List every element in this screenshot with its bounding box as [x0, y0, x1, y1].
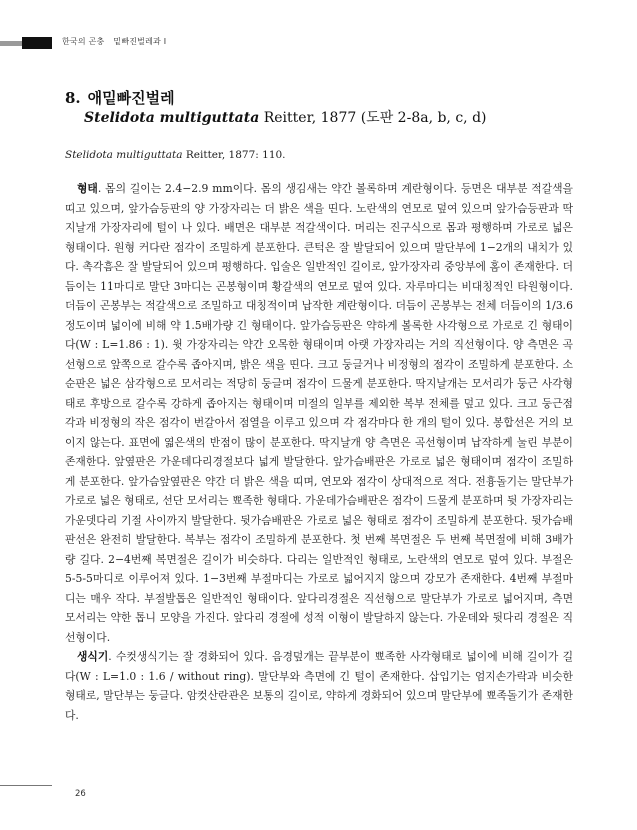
header-book-title: 한국의 곤충 — [62, 37, 105, 46]
citation-name: Stelidota multiguttata — [65, 149, 183, 161]
species-number: 8. — [65, 89, 81, 107]
morphology-paragraph — [65, 179, 573, 647]
footer-rule — [0, 785, 52, 786]
species-author-year: Reitter, 1877 — [259, 110, 357, 126]
morphology-heading: 형태 — [77, 182, 98, 195]
genitalia-heading: 생식기 — [77, 650, 109, 663]
synonym-citation — [65, 149, 286, 161]
morphology-text: . 몸의 길이는 2.4−2.9 mm이다. 몸의 생김새는 약간 볼록하며 계란형이다. 등면은 대부분 적갈색을 띠고 있으며, 앞가슴등판의 양 가장자리는 더 밝은 색을 띤다. 노란색의 연모로 덮여 있으며 앞가슴등판과 딱지날개 가장자리에 털이 나 있다. 배면은 대부분 적갈색이다. 머리는 진구식으로 몸과 평행하며 가로로 넓은 형태이다. 원형 커다란 점각이 조밀하게 분포한다. 큰턱은 잘 발달되어 있으며 말단부에 1−2개의 내치가 있다. 촉각흠은 잘 발달되어 있으며 평행하다. 입술은 일반적인 길이로, 앞가장자리 중앙부에 홈이 존재한다. 더듬이는 11마디로 말단 3마디는 곤봉형이며 황갈색의 연모로 덮여 있다. 자루마디는 비대칭적인 타원형이다. 더듬이 곤봉부는 적갈색으로 조밀하고 대칭적이며 납작한 계란형이다. 더듬이 곤봉부는 전체 더듬이의 1/3.6 정도이며 넓이에 비해 약 1.5배가량 긴 형태이다. 앞가슴등판은 약하게 볼록한 사각형으로 가로로 긴 형태이다(W : L=1.86 : 1). 윗 가장자리는 약간 오목한 형태이며 아랫 가장자리는 거의 직선형이다. 양 측면은 곡선형으로 앞쪽으로 갈수록 좁아지며, 밝은 색을 띤다. 크고 둥글거나 비정형의 점각이 조밀하게 분포한다. 소순판은 넓은 삼각형으로 모서리는 적당히 둥글며 점각이 드물게 분포한다. 딱지날개는 모서리가 둥근 사각형태로 후방으로 갈수록 강하게 좁아지는 형태이며 미절의 일부를 제외한 복부 전체를 덮고 있다. 크고 둥근점각과 비정형의 작은 점각이 번갈아서 점열을 이루고 있으며 각 점각마다 한 개의 털이 있다. 봉합선은 거의 보이지 않는다. 표면에 엷은색의 반점이 많이 분포한다. 딱지날개 양 측면은 곡선형이며 납작하게 눌린 부분이 존재한다. 앞옆판은 가운데다리경절보다 넓게 발달한다. 앞가슴배판은 가로로 넓은 형태이며 점각이 조밀하게 분포한다. 앞가슴앞옆판은 약간 더 밝은 색을 띠며, 연모와 점각이 상대적으로 적다. 전흉돌기는 말단부가 가로로 넓은 형태로, 선단 모서리는 뾰족한 형태다. 가운데가슴배판은 점각이 드물게 분포하며 뒷 가장자리는 가운뎃다리 기절 사이까지 발달한다. 뒷가슴배판은 가로로 넓은 형태로 점각이 조밀하게 분포한다. 뒷가슴배판선은 완전히 발달한다. 복부는 점각이 조밀하게 분포한다. 첫 번째 복면절은 두 번째 복면절에 비해 3배가량 길다. 2−4번째 복면절은 길이가 비슷하다. 다리는 일반적인 형태로, 노란색의 연모로 덮여 있다. 부절은 5-5-5마디로 이루어져 있다. 1−3번째 부절마디는 가로로 넓어지지 않으며 강모가 존재한다. 4번째 부절마디는 매우 작다. 부절발톱은 일반적인 형태이다. 앞다리경절은 직선형으로 말단부가 가로로 넓어지며, 측면 모서리는 약한 톱니 모양을 가진다. 앞다리 경절에 성적 이형이 발달하지 않는다. 가운데와 뒷다리 경절은 직선형이다. — [65, 182, 573, 644]
page-number: 26 — [75, 789, 86, 799]
species-korean-name: 애밑빠진벌레 — [87, 89, 175, 107]
description-body — [65, 179, 573, 725]
genitalia-paragraph — [65, 647, 573, 725]
header-grey-bar — [0, 41, 22, 46]
species-title — [65, 87, 175, 108]
header-book-subtitle: 밑빠진벌레과 I — [113, 37, 167, 46]
citation-ref: Reitter, 1877: 110. — [182, 149, 286, 161]
genitalia-text: . 수컷생식기는 잘 경화되어 있다. 음경덮개는 끝부분이 뾰족한 사각형태로 넓이에 비해 길이가 길다(W : L=1.0 : 1.6 / without ring). 말단부와 측면에 긴 털이 존재한다. 삽입기는 엄지손가락과 비슷한 형태로, 말단부는 둥글다. 암컷산란관은 보통의 길이로, 약하게 경화되어 있으며 말단부에 뾰족돌기가 존재한다. — [65, 650, 573, 722]
species-plate-ref: (도판 2-8a, b, c, d) — [356, 110, 487, 126]
header-black-block — [22, 37, 52, 49]
species-scientific-name: Stelidota multiguttata — [84, 110, 260, 126]
running-header — [0, 37, 637, 49]
species-scientific-line — [84, 107, 487, 127]
header-text — [62, 36, 175, 47]
